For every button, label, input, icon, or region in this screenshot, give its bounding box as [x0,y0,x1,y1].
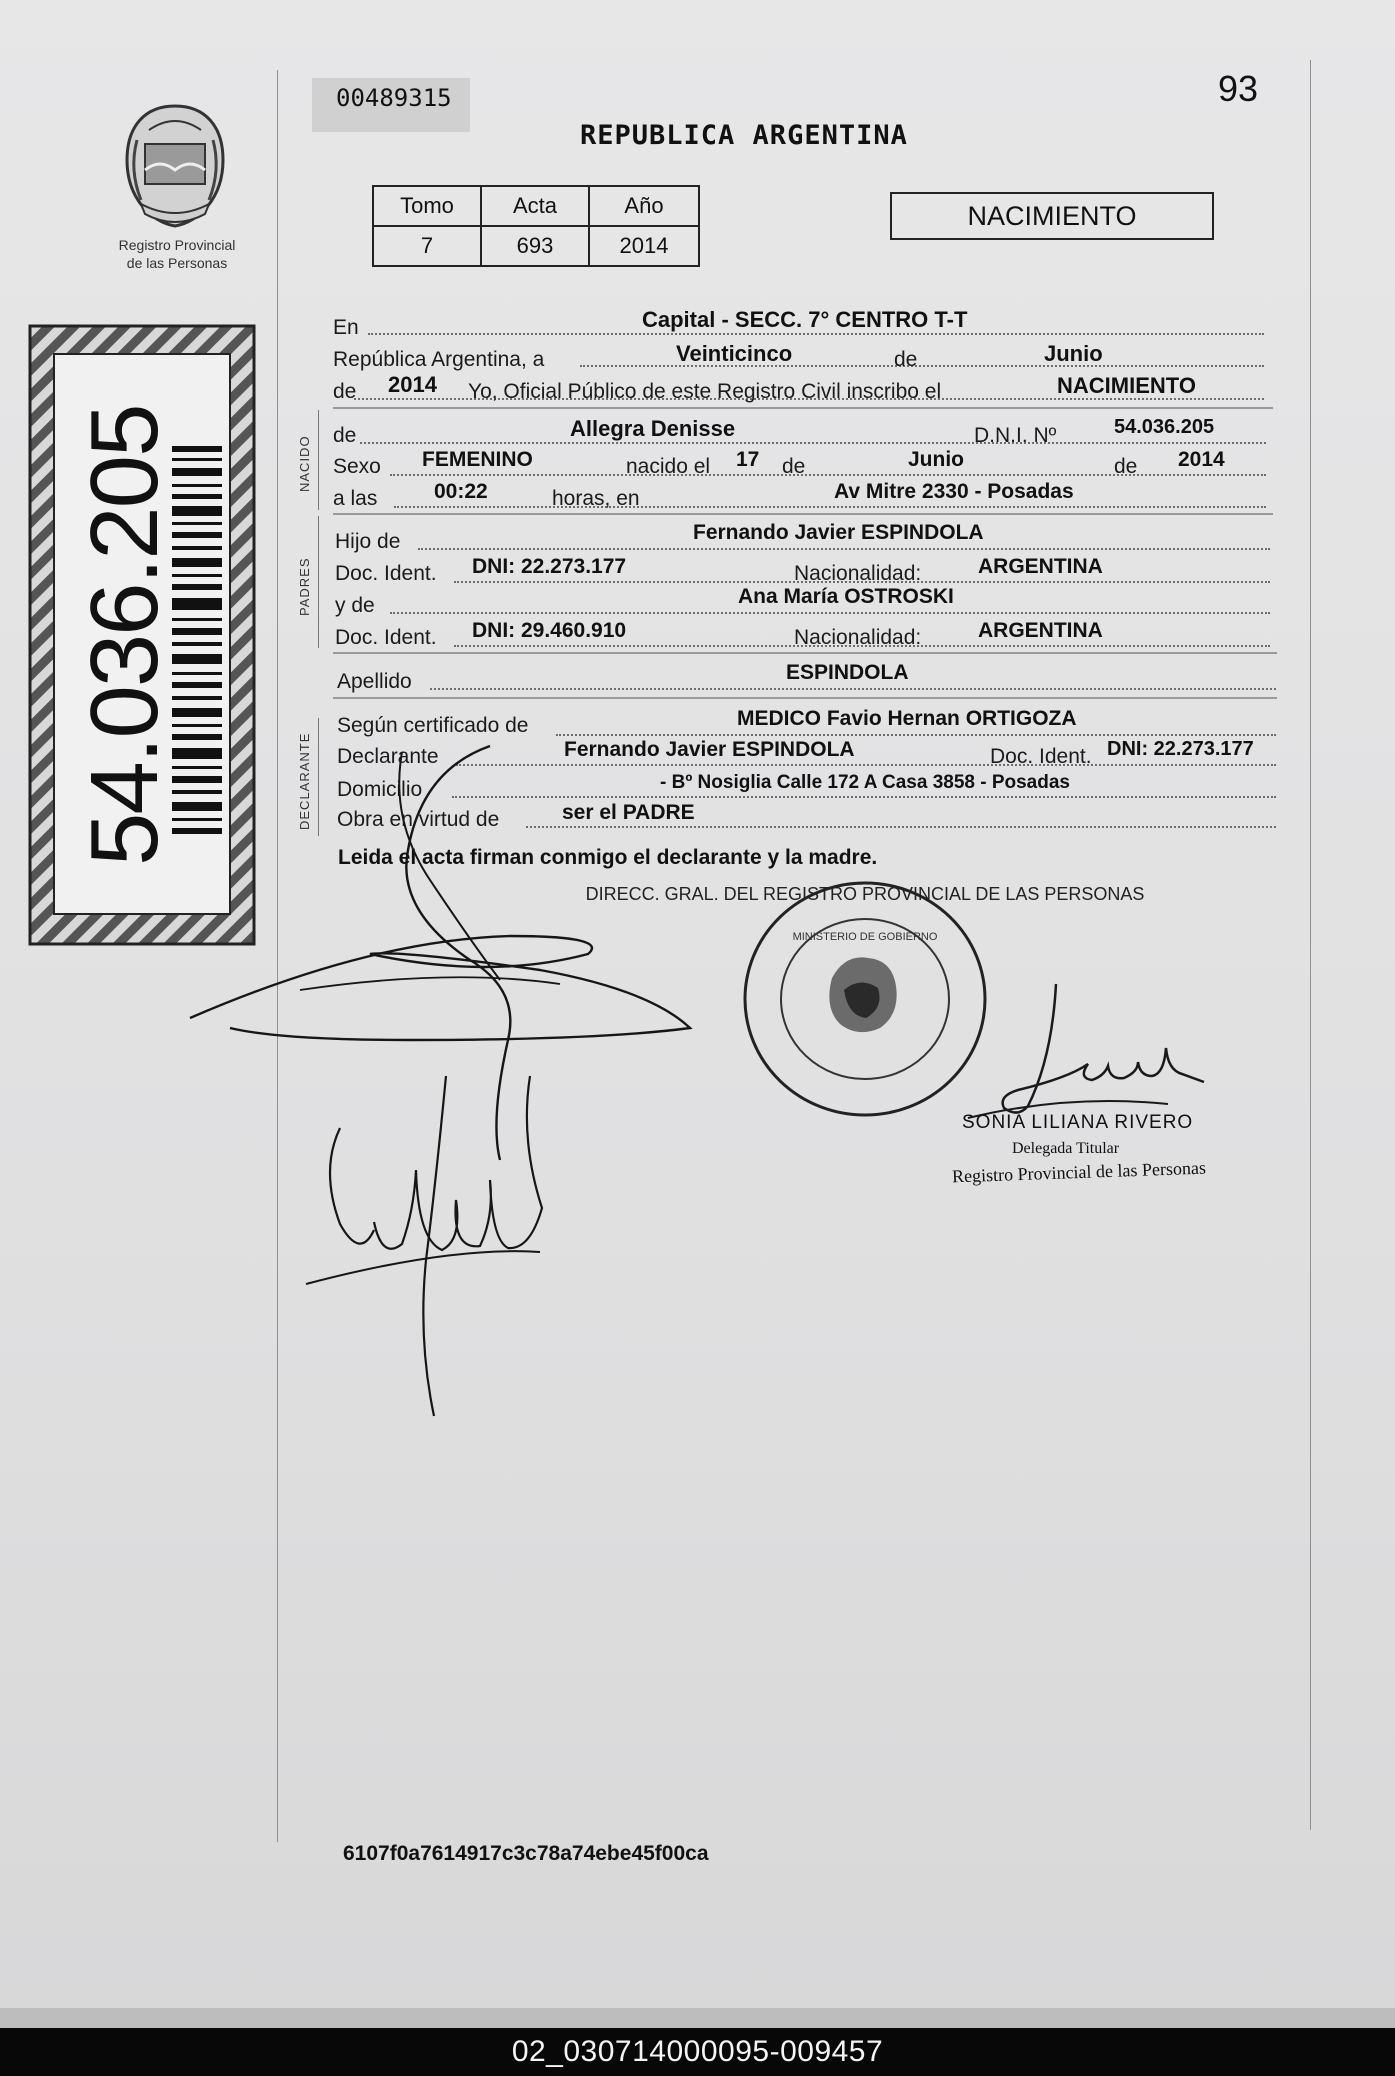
declarant-certificate: MEDICO Favio Hernan ORTIGOZA [737,707,1077,730]
intro-event: NACIMIENTO [1057,373,1196,398]
born-month: Junio [908,448,964,471]
declarant-doc: DNI: 22.273.177 [1107,738,1254,760]
born-dni: 54.036.205 [1114,416,1215,438]
official-name: SONIA LILIANA RIVERO [962,1112,1194,1133]
right-margin-rule [1310,60,1311,1830]
parents-doc-label: Doc. Ident. [335,562,437,585]
parents-mother-nationality: ARGENTINA [978,619,1103,642]
scan-id-footer: 02_030714000095-009457 [0,2028,1395,2076]
separator-4 [333,697,1277,699]
surname-label: Apellido [337,670,412,693]
official-seal [585,878,1145,1120]
intro-place: Capital - SECC. 7° CENTRO T-T [642,307,968,332]
intro-year: 2014 [388,372,437,397]
born-de-label: de [333,424,357,447]
country-title: REPUBLICA ARGENTINA [580,120,908,151]
parents-nationality-label2: Nacionalidad: [794,626,922,649]
line-surname-dots [430,688,1276,690]
parents-section-rule [318,516,319,648]
record-table-value-ano: 2014 [589,226,699,266]
declarant-certificate-label: Según certificado de [337,714,529,737]
record-table-header-row [373,186,699,226]
parents-mother-doc: DNI: 29.460.910 [472,619,627,642]
parents-mother-name: Ana María OSTROSKI [738,585,954,608]
line-place-dots [368,333,1264,335]
line-certificate-dots [556,734,1276,736]
born-at-label: a las [333,487,378,510]
line-mother-dots [390,612,1270,614]
official-office: Registro Provincial de las Personas [951,1157,1207,1187]
record-table-value-row [373,226,699,266]
born-on-label: nacido el [626,455,711,478]
declarant-doc-label: Doc. Ident. [990,745,1092,768]
declarant-capacity-label: Obra en virtud de [337,808,500,831]
record-table-header-tomo: Tomo [373,186,481,226]
parents-father-nationality: ARGENTINA [978,555,1103,578]
closing-statement: Leida el acta firman conmigo el declarante y la madre. [338,846,878,869]
surname-value: ESPINDOLA [786,661,909,684]
born-place: Av Mitre 2330 - Posadas [834,480,1074,503]
born-name: Allegra Denisse [570,416,736,441]
section-label-declarant: DECLARANTE [297,732,312,830]
record-table-value-tomo: 7 [373,226,481,266]
declarant-name: Fernando Javier ESPINDOLA [564,738,855,761]
record-table [372,185,700,267]
intro-month: Junio [1044,341,1103,366]
declarant-label: Declarante [337,745,439,768]
section-label-born: NACIDO [297,435,312,492]
parents-father-doc: DNI: 22.273.177 [472,555,627,578]
declarant-address: - Bº Nosiglia Calle 172 A Casa 3858 - Posadas [660,772,1070,793]
line-name-dots [360,442,1266,444]
born-dni-label: D.N.I. Nº [974,424,1057,447]
registry-name-line1: Registro Provincial [118,237,236,253]
section-label-parents: PADRES [297,557,312,616]
born-hours-label: horas, en [552,487,640,510]
declarant-capacity: ser el PADRE [562,801,695,824]
page-number: 93 [1218,68,1259,109]
official-signature [968,978,1218,1128]
intro-day: Veinticinco [676,341,793,366]
born-section-rule [318,410,319,510]
born-day: 17 [736,448,760,471]
line-time-dots [394,506,1266,508]
born-de-label3: de [1114,455,1138,478]
record-table-value-acta: 693 [481,226,589,266]
scan-edge [0,2008,1395,2028]
intro-de-label: de [894,348,918,371]
born-sex-label: Sexo [333,455,381,478]
barcode-number: 54.036.205 [71,405,178,866]
born-year: 2014 [1178,448,1225,471]
parents-father-name: Fernando Javier ESPINDOLA [693,521,984,544]
separator-2 [333,513,1273,515]
separator-3 [333,652,1277,654]
parents-doc-label2: Doc. Ident. [335,626,437,649]
born-time: 00:22 [434,480,488,503]
document-hash: 6107f0a7614917c3c78a74ebe45f00ca [343,1842,709,1865]
seal-inner-text: MINISTERIO DE GOBIERNO [792,931,938,943]
registry-name-line2: de las Personas [126,255,228,271]
declarant-signature [190,740,730,1420]
born-sex: FEMENINO [422,448,533,471]
registry-name [98,236,256,272]
province-emblem-icon [115,100,235,232]
record-table-header-acta: Acta [481,186,589,226]
intro-year-prefix: de [333,380,357,403]
parents-son-of-label: Hijo de [335,530,401,553]
record-type-box: NACIMIENTO [890,192,1214,240]
intro-republic-label: República Argentina, a [333,348,545,371]
official-title: Delegada Titular [1012,1140,1120,1157]
intro-en-label: En [333,316,359,339]
control-number-stamp: 00489315 [312,78,470,132]
parents-nationality-label: Nacionalidad: [794,562,922,585]
line-father-dots [418,548,1270,550]
separator-1 [333,407,1273,409]
intro-inscribe-text: Yo, Oficial Público de este Registro Civil inscribo el [468,380,942,403]
seal-outer-text: DIRECC. GRAL. DEL REGISTRO PROVINCIAL DE LAS PERSONAS [585,884,1145,904]
declarant-address-label: Domicilio [337,778,423,801]
born-de-label2: de [782,455,806,478]
parents-and-label: y de [335,594,375,617]
record-table-header-ano: Año [589,186,699,226]
